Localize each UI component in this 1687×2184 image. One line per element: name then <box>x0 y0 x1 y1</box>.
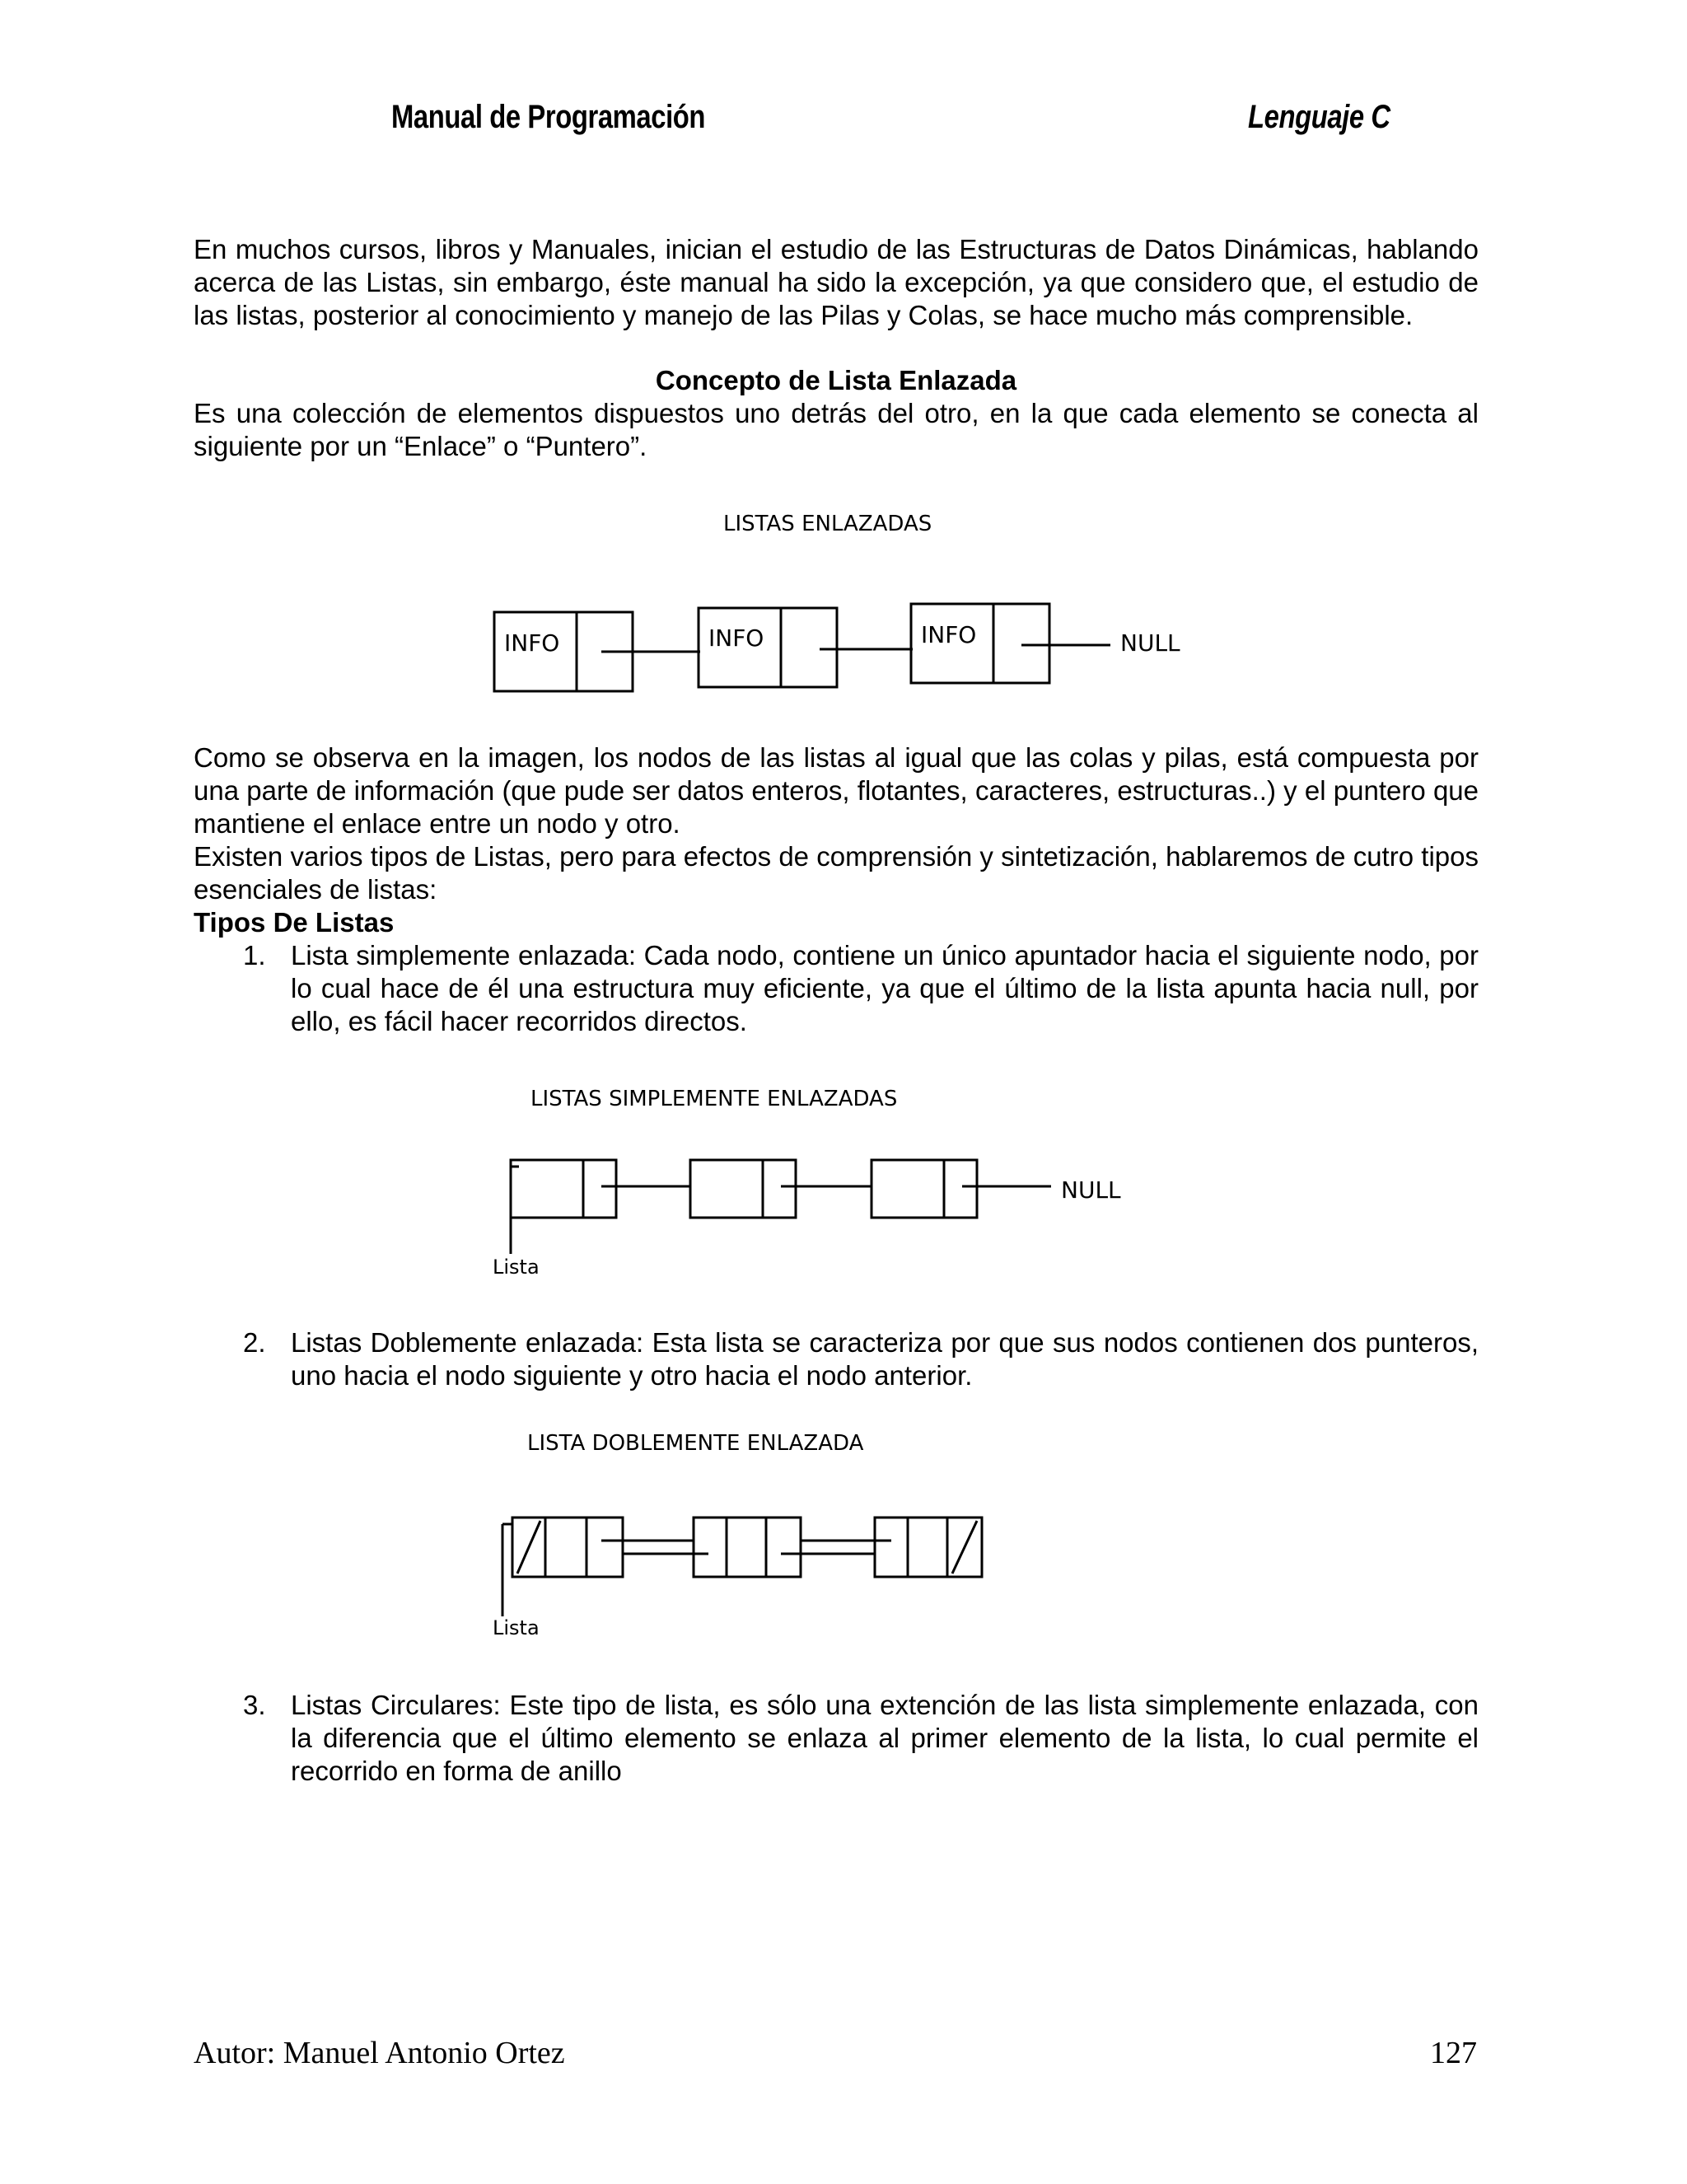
list-number: 2. <box>243 1327 266 1358</box>
list-node <box>511 1160 616 1218</box>
list-node <box>872 1160 977 1218</box>
list-number: 1. <box>243 940 266 970</box>
intro-paragraph: En muchos cursos, libros y Manuales, inician el estudio de las Estructuras de Datos Dinámicas, hablando acerca de las Listas, sin embargo, éste manual ha sido la excepción, ya que considero que, el estudio de las listas, posterior al conocimiento y manejo de las Pilas y Colas, se hace mucho más comprensible. <box>194 234 1479 330</box>
list-pointer-label: Lista <box>493 1616 540 1639</box>
list-item <box>194 1326 1479 1392</box>
null-label: NULL <box>1120 629 1180 657</box>
null-label: NULL <box>1061 1176 1121 1204</box>
concept-heading: Concepto de Lista Enlazada <box>655 365 1017 395</box>
node-info-label: INFO <box>504 629 560 657</box>
linked-list-diagram <box>461 494 1203 709</box>
concept-paragraph: Es una colección de elementos dispuestos uno detrás del otro, en la que cada elemento se conecta al siguiente por un “Enlace” o “Puntero”. <box>194 398 1479 461</box>
doubly-linked-list-diagram <box>478 1417 1186 1664</box>
list-text: Lista simplemente enlazada: Cada nodo, contiene un único apuntador hacia el siguiente nodo, por lo cual hace de él una estructura muy eficiente, ya que el último de la lista apunta hacia null, por ello, es fácil hacer recorridos directos. <box>291 940 1479 1036</box>
types-intro-paragraph: Existen varios tipos de Listas, pero para efectos de comprensión y sintetización, hablaremos de cutro tipos esenciales de listas: <box>194 841 1479 905</box>
observation-paragraph: Como se observa en la imagen, los nodos de las listas al igual que las colas y pilas, está compuesta por una parte de información (que pude ser datos enteros, flotantes, caracteres, estructuras..) y el puntero que mantiene el enlace entre un nodo y otro. <box>194 742 1479 839</box>
list-node <box>690 1160 796 1218</box>
list-text: Listas Circulares: Este tipo de lista, es sólo una extención de las lista simplemente enlazada, con la diferencia que el último elemento se enlaza al primer elemento de la lista, lo cual permite el recorrido en forma de anillo <box>291 1690 1479 1786</box>
node-info-label: INFO <box>708 624 764 652</box>
singly-linked-list-diagram <box>478 1071 1186 1310</box>
types-heading: Tipos De Listas <box>194 907 395 938</box>
figure-title: LISTAS ENLAZADAS <box>723 512 932 536</box>
list-item <box>194 939 1479 1038</box>
figure-title: LISTA DOBLEMENTE ENLAZADA <box>527 1431 864 1456</box>
list-pointer-label: Lista <box>493 1256 540 1279</box>
figure-title: LISTAS SIMPLEMENTE ENLAZADAS <box>530 1087 898 1111</box>
list-text: Listas Doblemente enlazada: Esta lista se caracteriza por que sus nodos contienen dos punteros, uno hacia el nodo siguiente y otro hacia el nodo anterior. <box>291 1327 1479 1391</box>
header-subtitle: Lenguaje C <box>1248 99 1390 135</box>
list-number: 3. <box>243 1690 266 1720</box>
node-info-label: INFO <box>921 621 977 648</box>
footer-author: Autor: Manuel Antonio Ortez <box>194 2036 565 2070</box>
list-item <box>194 1689 1479 1788</box>
header-title: Manual de Programación <box>391 99 706 135</box>
list-node <box>694 1518 801 1577</box>
page-number: 127 <box>1430 2036 1477 2070</box>
